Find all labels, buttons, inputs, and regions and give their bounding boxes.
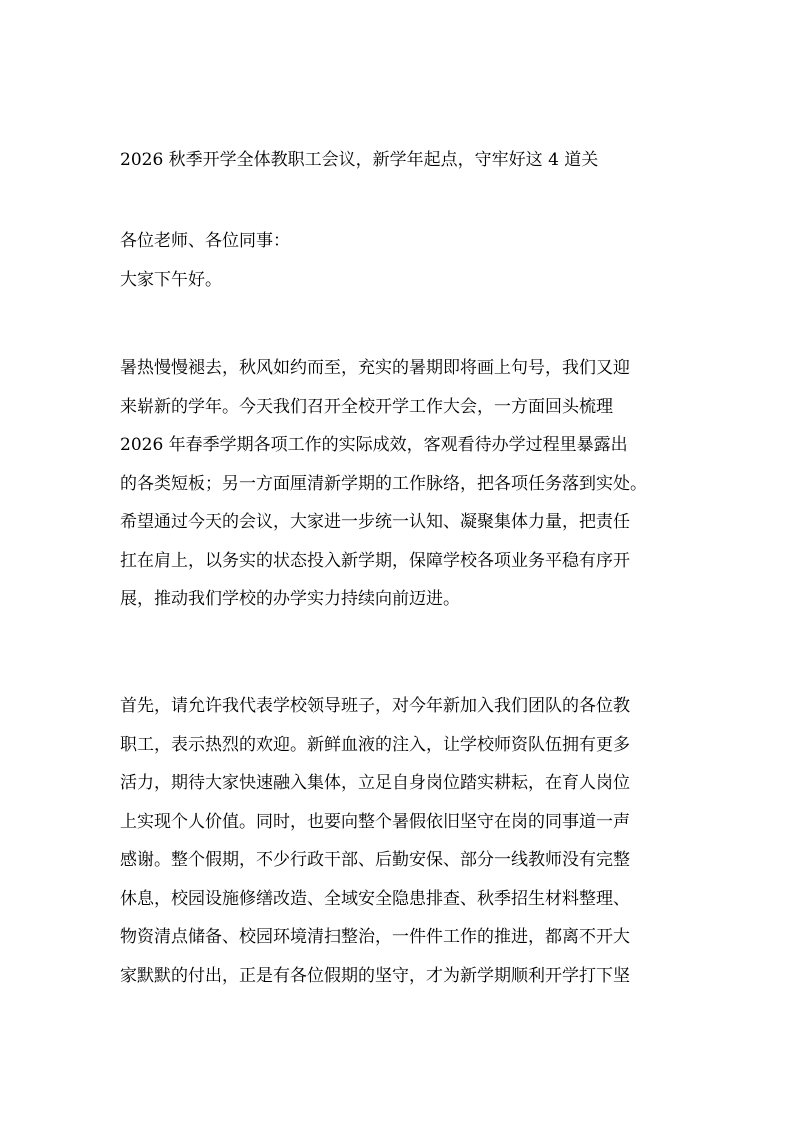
paragraph-line: 家默默的付出，正是有各位假期的坚守，才为新学期顺利开学打下坚 <box>120 965 630 986</box>
document-title: 2026 秋季开学全体教职工会议，新学年起点，守牢好这 4 道关 <box>120 150 599 170</box>
paragraph-welcome <box>120 687 680 995</box>
paragraph-line: 2026 年春季学期各项工作的实际成效，客观看待办学过程里暴露出 <box>120 435 628 455</box>
paragraph-line: 上实现个人价值。同时，也要向整个暑假依旧坚守在岗的同事道一声 <box>120 811 630 832</box>
paragraph-line: 展，推动我们学校的办学实力持续向前迈进。 <box>120 589 460 609</box>
paragraph-line: 希望通过今天的会议，大家进一步统一认知、凝聚集体力量，把责任 <box>120 512 630 532</box>
paragraph-line: 首先，请允许我代表学校领导班子，对今年新加入我们团队的各位教 <box>120 696 630 716</box>
paragraph-line: 感谢。整个假期，不少行政干部、后勤安保、部分一线教师没有完整 <box>120 850 630 870</box>
paragraph-line: 休息，校园设施修缮改造、全域安全隐患排查、秋季招生材料整理、 <box>120 888 630 909</box>
greeting: 大家下午好。 <box>120 270 222 290</box>
paragraph-line: 暑热慢慢褪去，秋风如约而至，充实的暑期即将画上句号，我们又迎 <box>120 358 630 378</box>
paragraph-line: 来崭新的学年。今天我们召开全校开学工作大会，一方面回头梳理 <box>120 396 613 417</box>
paragraph-line: 职工，表示热烈的欢迎。新鲜血液的注入，让学校师资队伍拥有更多 <box>120 734 630 755</box>
paragraph-line: 活力，期待大家快速融入集体，立足自身岗位踏实耕耘，在育人岗位 <box>120 773 630 793</box>
paragraph-opening <box>120 349 680 619</box>
paragraph-line: 扛在肩上，以务实的状态投入新学期，保障学校各项业务平稳有序开 <box>120 550 630 571</box>
paragraph-line: 的各类短板；另一方面厘清新学期的工作脉络，把各项任务落到实处。 <box>120 473 647 494</box>
paragraph-line: 物资清点储备、校园环境清扫整治，一件件工作的推进，都离不开大 <box>120 927 630 947</box>
salutation: 各位老师、各位同事： <box>120 231 290 251</box>
